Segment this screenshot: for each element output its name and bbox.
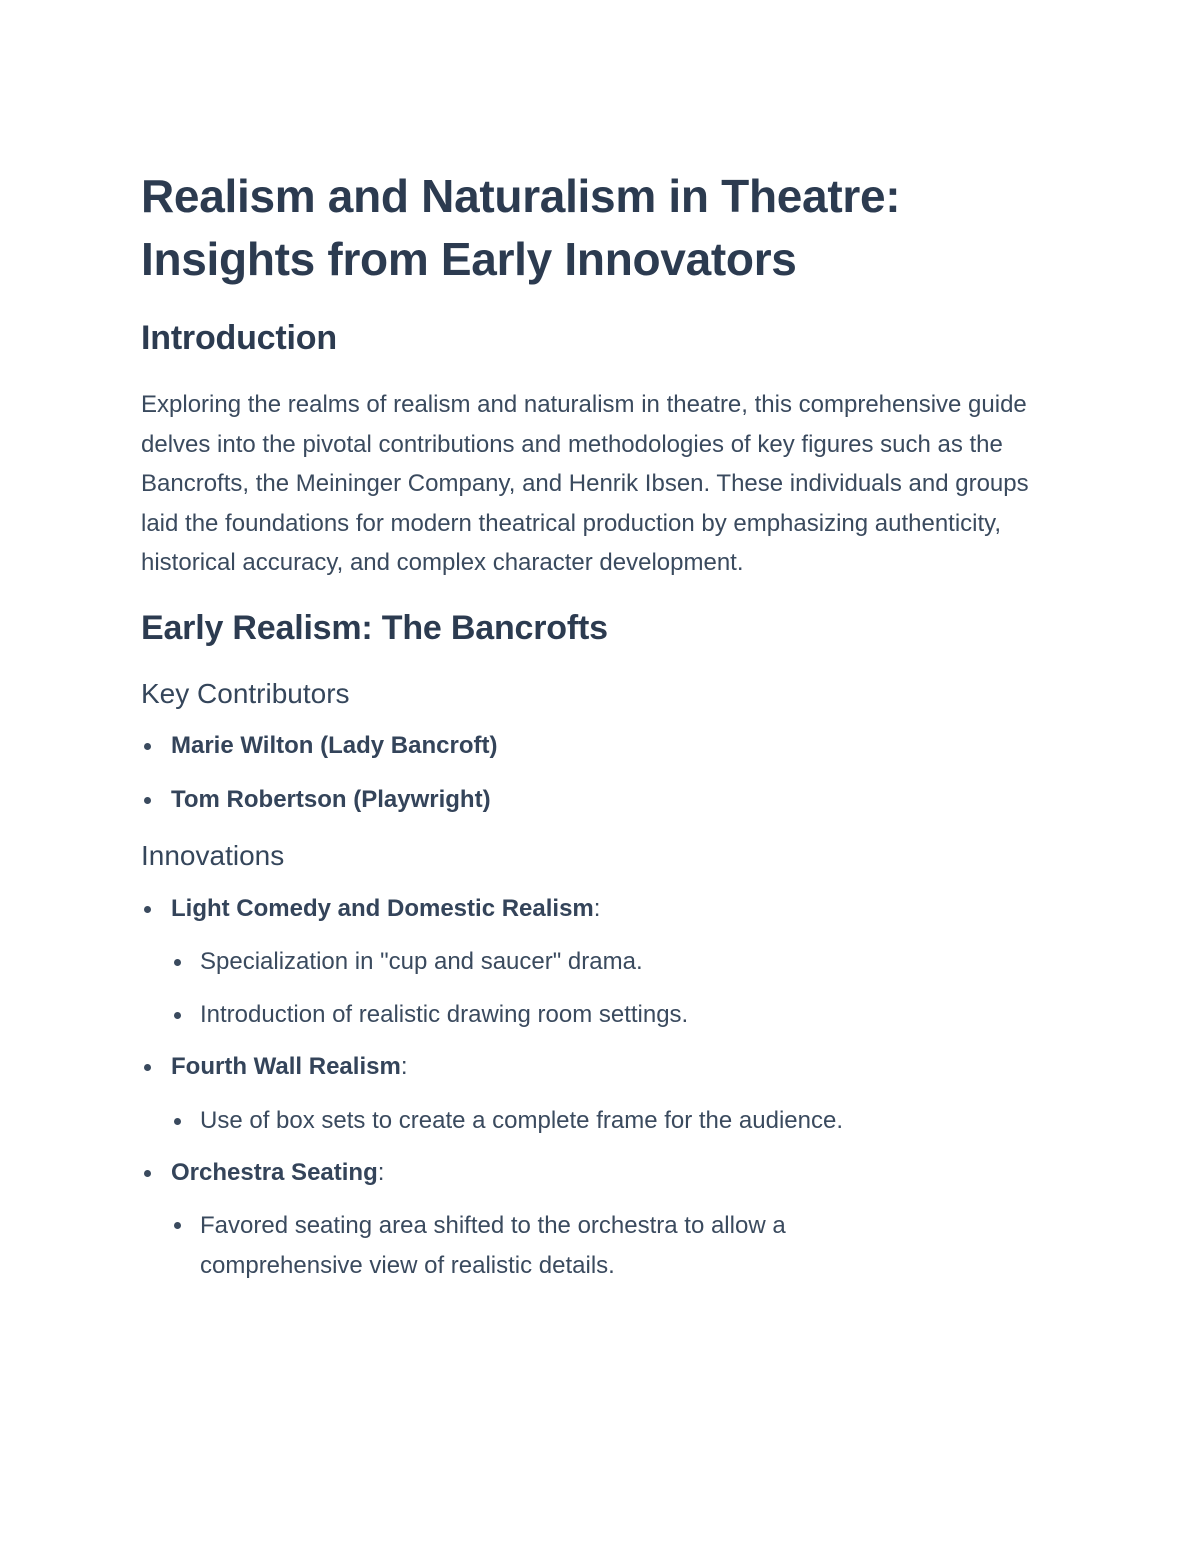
bullet-icon bbox=[144, 743, 151, 750]
bullet-icon bbox=[144, 906, 151, 913]
bullet-icon bbox=[144, 1064, 151, 1071]
innovation-detail: Introduction of realistic drawing room settings. bbox=[200, 1000, 689, 1028]
document-title bbox=[141, 165, 1071, 291]
bullet-icon bbox=[174, 1222, 181, 1229]
contributor-name: Marie Wilton (Lady Bancroft) bbox=[171, 731, 498, 759]
innovation-colon: : bbox=[377, 1158, 385, 1186]
list-item bbox=[141, 945, 1071, 979]
innovation-detail: Use of box sets to create a complete frame for the audience. bbox=[200, 1106, 844, 1134]
key-contributors-list bbox=[141, 729, 1071, 817]
innovation-detail: Specialization in "cup and saucer" drama. bbox=[200, 947, 643, 975]
bullet-icon bbox=[174, 1118, 181, 1125]
list-item bbox=[141, 1104, 1071, 1138]
key-contributors-heading: Key Contributors bbox=[141, 677, 350, 709]
innovation-detail: Favored seating area shifted to the orchestra to allow a comprehensive view of realistic details. bbox=[200, 1211, 786, 1279]
title-line-2: Insights from Early Innovators bbox=[141, 233, 797, 285]
bullet-icon bbox=[144, 797, 151, 804]
early-realism-heading: Early Realism: The Bancrofts bbox=[141, 608, 608, 647]
contributor-name: Tom Robertson (Playwright) bbox=[171, 785, 491, 813]
innovation-label: Fourth Wall Realism bbox=[171, 1052, 401, 1080]
innovation-label: Light Comedy and Domestic Realism bbox=[171, 894, 594, 922]
list-item bbox=[141, 1206, 940, 1286]
bullet-icon bbox=[174, 959, 181, 966]
document-page bbox=[141, 165, 1071, 1286]
introduction-heading: Introduction bbox=[141, 319, 337, 357]
list-item bbox=[141, 892, 1071, 926]
innovations-list bbox=[141, 892, 1071, 1286]
innovation-colon: : bbox=[400, 1052, 408, 1080]
title-line-1: Realism and Naturalism in Theatre: bbox=[141, 170, 901, 222]
list-item bbox=[141, 783, 1071, 817]
bullet-icon bbox=[144, 1170, 151, 1177]
innovation-label: Orchestra Seating bbox=[171, 1158, 378, 1186]
bullet-icon bbox=[174, 1012, 181, 1019]
innovation-colon: : bbox=[593, 894, 601, 922]
introduction-paragraph: Exploring the realms of realism and naturalism in theatre, this comprehensive guide delves into the pivotal contributions and methodologies of key figures such as the Bancrofts, the Meininger Company, and Henrik Ibsen. These individuals and groups laid the foundations for modern theatrical production by emphasizing authenticity, historical accuracy, and complex character development. bbox=[141, 391, 1029, 576]
list-item bbox=[141, 1156, 1071, 1190]
list-item bbox=[141, 729, 1071, 763]
innovations-heading: Innovations bbox=[141, 839, 285, 871]
list-item bbox=[141, 1050, 1071, 1084]
list-item bbox=[141, 998, 1071, 1032]
